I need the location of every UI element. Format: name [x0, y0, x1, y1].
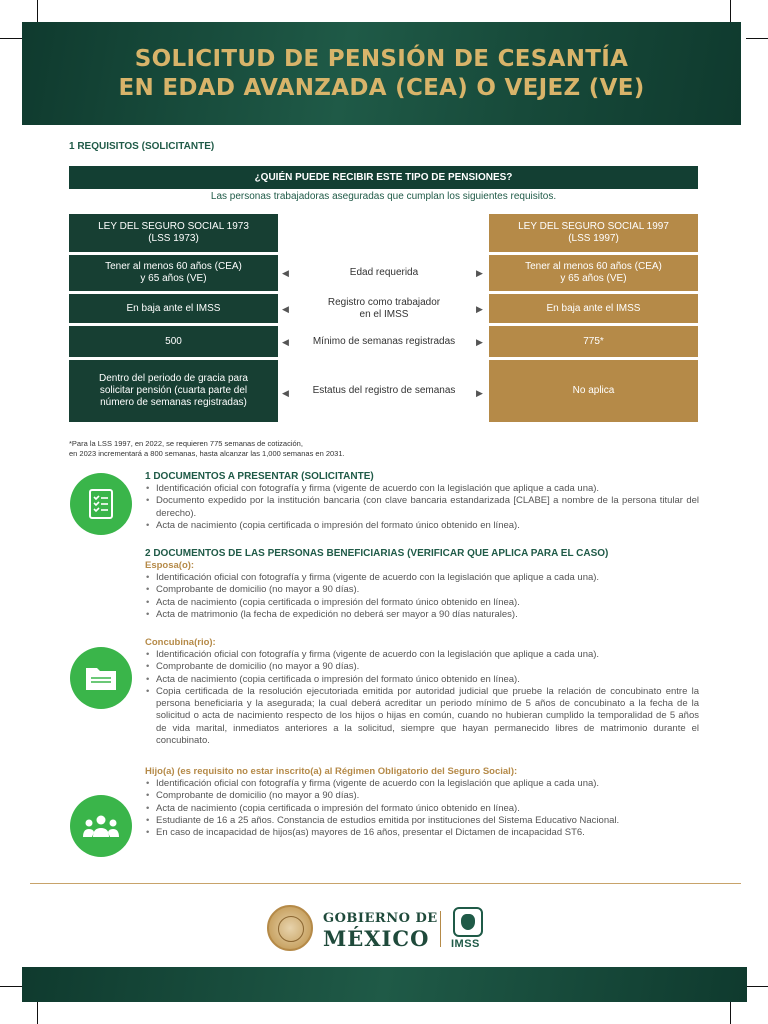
- list-item: • Identificación oficial con fotografía y firma (vigente de acuerdo con la legislación que aplique a cada una).: [145, 483, 699, 495]
- list-item: • Comprobante de domicilio (no mayor a 90 días).: [145, 584, 699, 596]
- row-age-lss1997: Tener al menos 60 años (CEA) y 65 años (VE): [489, 255, 698, 291]
- beneficiarias-title: 2 DOCUMENTOS DE LAS PERSONAS BENEFICIARIAS (VERIFICAR QUE APLICA PARA EL CASO): [145, 548, 609, 559]
- arrow-left-icon: ◀: [282, 304, 289, 314]
- footnote: [69, 439, 589, 459]
- footnote-line2: en 2023 incrementará a 800 semanas, hasta alcanzar las 1,000 semanas en 2031.: [69, 449, 345, 458]
- lss-1973-header: LEY DEL SEGURO SOCIAL 1973 (LSS 1973): [69, 214, 278, 252]
- group-icon: [70, 795, 132, 857]
- gobierno-logo-line1: GOBIERNO DE: [323, 911, 438, 926]
- list-item: • En caso de incapacidad de hijos(as) mayores de 16 años, presentar el Dictamen de incapacidad ST6.: [145, 827, 699, 839]
- arrow-right-icon: ▶: [476, 388, 483, 398]
- row-registro-lss1973: En baja ante el IMSS: [69, 294, 278, 323]
- row-registro-lss1997: En baja ante el IMSS: [489, 294, 698, 323]
- list-item: • Identificación oficial con fotografía y firma (vigente de acuerdo con la legislación que aplique a cada una).: [145, 649, 699, 661]
- list-item: • Identificación oficial con fotografía y firma (vigente de acuerdo con la legislación que aplique a cada una).: [145, 572, 699, 584]
- documentos-solicitante: [145, 470, 699, 532]
- checklist-icon: [70, 473, 132, 535]
- esposa-label: Esposa(o):: [145, 560, 195, 571]
- row-estatus-label: Estatus del registro de semanas: [312, 385, 456, 396]
- question-subtitle: Las personas trabajadoras aseguradas que cumplan los siguientes requisitos.: [210, 191, 557, 202]
- concubina-label: Concubina(rio):: [145, 637, 216, 648]
- list-item: • Comprobante de domicilio (no mayor a 90 días).: [145, 790, 699, 802]
- row-semanas-lss1997: 775*: [489, 326, 698, 357]
- crop-mark: [0, 38, 22, 39]
- footnote-line1: *Para la LSS 1997, en 2022, se requieren 775 semanas de cotización,: [69, 439, 303, 448]
- hijos-label: Hijo(a) (es requisito no estar inscrito(a) al Régimen Obligatorio del Seguro Social):: [145, 766, 518, 777]
- page-header: [22, 22, 741, 125]
- list-item: • Documento expedido por la institución bancaria (con clave bancaria estandarizada [CLABE] a nombre de la persona titular del derecho).: [145, 495, 699, 520]
- crop-mark: [730, 0, 731, 22]
- beneficiarias-concubina: [145, 637, 699, 747]
- imss-logo-text: IMSS: [451, 938, 480, 950]
- page-title-line2: EN EDAD AVANZADA (CEA) O VEJEZ (VE): [118, 74, 645, 101]
- national-seal-logo: [267, 905, 313, 951]
- crop-mark: [730, 1002, 731, 1024]
- documentos-title: 1 DOCUMENTOS A PRESENTAR (SOLICITANTE): [145, 471, 374, 482]
- arrow-left-icon: ◀: [282, 388, 289, 398]
- beneficiarias-esposa: [145, 547, 699, 621]
- list-item: • Acta de matrimonio (la fecha de expedición no deberá ser mayor a 90 días naturales).: [145, 609, 699, 621]
- crop-mark: [0, 986, 22, 987]
- list-item: • Estudiante de 16 a 25 años. Constancia de estudios emitida por instituciones del Sistema Educativo Nacional.: [145, 815, 699, 827]
- row-semanas-label: Mínimo de semanas registradas: [312, 335, 456, 347]
- list-item: • Comprobante de domicilio (no mayor a 90 días).: [145, 661, 699, 673]
- row-age-lss1973: Tener al menos 60 años (CEA) y 65 años (VE): [69, 255, 278, 291]
- page-title-line1: SOLICITUD DE PENSIÓN DE CESANTÍA: [134, 45, 629, 72]
- arrow-left-icon: ◀: [282, 337, 289, 347]
- list-item: • Copia certificada de la resolución ejecutoriada emitida por autoridad judicial que pruebe la relación de concubinato entre la persona beneficiaria y la asegurada; la cual deberá acreditar un periodo mínimo de 5 años de concubinato a la fecha de la solicitud o acta de nacimiento respecto de los hijos o hijas en común, cuando no hubieran cumplido la temporalidad de 5 años de vida marital, inmediatos anteriores a la solicitud, siempre que hayan permanecido libres de matrimonio durante el concubinato.: [145, 686, 699, 747]
- row-registro-label: Registro como trabajador en el IMSS: [327, 296, 441, 320]
- imss-emblem-logo: [453, 907, 483, 937]
- footer-logos: [265, 905, 495, 955]
- list-item: • Identificación oficial con fotografía y firma (vigente de acuerdo con la legislación que aplique a cada una).: [145, 778, 699, 790]
- folder-icon: [70, 647, 132, 709]
- divider: [30, 883, 741, 884]
- row-semanas-lss1973: 500: [69, 326, 278, 357]
- arrow-left-icon: ◀: [282, 268, 289, 278]
- concubina-list: [145, 649, 699, 747]
- crop-mark: [37, 1002, 38, 1024]
- esposa-list: [145, 572, 699, 621]
- crop-mark: [746, 38, 768, 39]
- list-item: • Acta de nacimiento (copia certificada o impresión del formato único obtenido en línea).: [145, 520, 699, 532]
- list-item: • Acta de nacimiento (copia certificada o impresión del formato único obtenido en línea).: [145, 674, 699, 686]
- lss-1997-header: LEY DEL SEGURO SOCIAL 1997 (LSS 1997): [489, 214, 698, 252]
- row-estatus-lss1973: Dentro del periodo de gracia para solicitar pensión (cuarta parte del número de semanas registradas): [69, 360, 278, 422]
- list-item: • Acta de nacimiento (copia certificada o impresión del formato único obtenido en línea).: [145, 597, 699, 609]
- question-bar: ¿QUIÉN PUEDE RECIBIR ESTE TIPO DE PENSIONES?: [69, 166, 698, 189]
- crop-mark: [37, 0, 38, 22]
- row-age-label: Edad requerida: [349, 267, 419, 278]
- documentos-list: [145, 483, 699, 532]
- crop-mark: [746, 986, 768, 987]
- requisitos-section-title: 1 REQUISITOS (SOLICITANTE): [69, 141, 215, 152]
- arrow-right-icon: ▶: [476, 268, 483, 278]
- beneficiarias-hijos: [145, 766, 699, 839]
- logo-divider: [440, 911, 441, 947]
- row-estatus-lss1997: No aplica: [489, 360, 698, 422]
- footer-bar: [22, 967, 747, 1002]
- arrow-right-icon: ▶: [476, 337, 483, 347]
- list-item: • Acta de nacimiento (copia certificada o impresión del formato único obtenido en línea).: [145, 803, 699, 815]
- gobierno-logo-line2: MÉXICO: [323, 926, 430, 951]
- arrow-right-icon: ▶: [476, 304, 483, 314]
- hijos-list: [145, 778, 699, 839]
